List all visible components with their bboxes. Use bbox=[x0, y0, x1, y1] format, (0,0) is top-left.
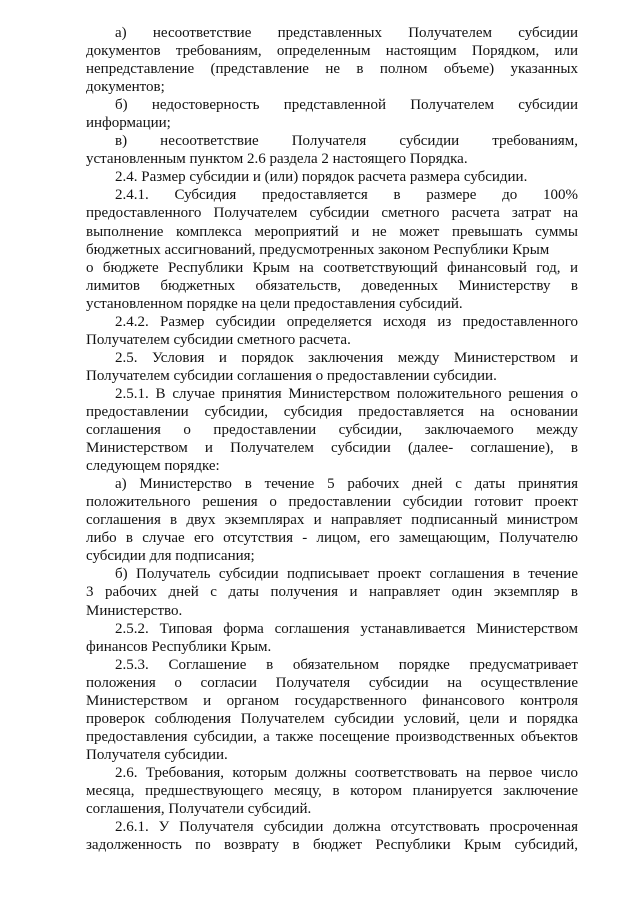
text-line: предоставлении субсидии, субсидия предоставляется на основании bbox=[86, 403, 578, 420]
text-line: 2.5.1. В случае принятия Министерством положительного решения о bbox=[115, 385, 578, 402]
text-line: финансов Республики Крым. bbox=[86, 638, 272, 655]
text-line: соглашения, Получатели субсидий. bbox=[86, 801, 312, 818]
text-line: Получателем субсидии соглашения о предоставлении субсидии. bbox=[86, 367, 497, 384]
text-line: Министерством и Получателем субсидии (далее- соглашение), в bbox=[86, 440, 578, 457]
text-line: б) недостоверность представленной Получателем субсидии bbox=[115, 97, 578, 114]
text-line: 2.6. Требования, которым должны соответствовать на первое число bbox=[115, 764, 578, 781]
text-line: Министерство. bbox=[86, 602, 183, 619]
text-line: документов требованиям, определенным настоящим Порядком, или bbox=[86, 43, 578, 60]
text-line: 2.6.1. У Получателя субсидии должна отсутствовать просроченная bbox=[115, 819, 578, 836]
text-line: положения о согласии Получателя субсидии на осуществление bbox=[86, 674, 578, 691]
text-line: б) Получатель субсидии подписывает проект соглашения в течение bbox=[115, 566, 578, 583]
text-line: информации; bbox=[86, 115, 171, 132]
text-line: а) Министерство в течение 5 рабочих дней с даты принятия bbox=[115, 476, 578, 493]
text-line: положительного решения о предоставлении субсидии готовит проект bbox=[86, 494, 578, 511]
document-text bbox=[86, 24, 578, 854]
text-line: следующем порядке: bbox=[86, 458, 220, 475]
text-line: субсидии для подписания; bbox=[86, 548, 255, 565]
text-line: установленном порядке на цели предоставления субсидий. bbox=[86, 295, 463, 312]
text-line: в) несоответствие Получателя субсидии требованиям, bbox=[115, 133, 578, 150]
text-line: документов; bbox=[86, 79, 165, 96]
text-line: установленным пунктом 2.6 раздела 2 настоящего Порядка. bbox=[86, 151, 468, 168]
text-line: месяца, предшествующего месяцу, в котором планируется заключение bbox=[86, 782, 578, 799]
text-line: лимитов бюджетных обязательств, доведенных Министерству в bbox=[86, 277, 578, 294]
text-line: 2.5. Условия и порядок заключения между Министерством и bbox=[115, 349, 578, 366]
text-line: 2.5.3. Соглашение в обязательном порядке предусматривает bbox=[115, 656, 578, 673]
text-line: 2.4.1. Субсидия предоставляется в размере до 100% bbox=[115, 187, 578, 204]
text-line: непредставление (представление не в полном объеме) указанных bbox=[86, 61, 578, 78]
text-line: Получателя субсидии. bbox=[86, 746, 228, 763]
text-line: 3 рабочих дней с даты получения и направляет один экземпляр в bbox=[86, 584, 578, 601]
text-line: Министерством и органом государственного финансового контроля bbox=[86, 692, 578, 709]
text-line: 2.4. Размер субсидии и (или) порядок расчета размера субсидии. bbox=[115, 169, 528, 186]
text-line: соглашения о предоставлении субсидии, заключаемого между bbox=[86, 422, 578, 439]
text-line: выполнение комплекса мероприятий и не может превышать суммы bbox=[86, 223, 578, 240]
text-line: соглашения в двух экземплярах и направляет подписанный министром bbox=[86, 512, 578, 529]
text-line: предоставленного Получателем субсидии сметного расчета затрат на bbox=[86, 205, 578, 222]
text-line: задолженность по возврату в бюджет Республики Крым субсидий, bbox=[86, 837, 578, 854]
text-line: предоставления субсидии, а также посещение производственных объектов bbox=[86, 728, 578, 745]
text-line: 2.5.2. Типовая форма соглашения устанавливается Министерством bbox=[115, 620, 578, 637]
text-line: а) несоответствие представленных Получателем субсидии bbox=[115, 25, 578, 41]
document-page bbox=[86, 24, 578, 854]
text-line: проверок соблюдения Получателем субсидии условий, цели и порядка bbox=[86, 710, 578, 727]
text-line: либо в случае его отсутствия - лицом, его замещающим, Получателю bbox=[86, 530, 578, 547]
text-line: о бюджете Республики Крым на соответствующий финансовый год, и bbox=[86, 259, 578, 276]
text-line: бюджетных ассигнований, предусмотренных законом Республики Крым bbox=[86, 241, 550, 258]
text-line: 2.4.2. Размер субсидии определяется исходя из предоставленного bbox=[115, 313, 578, 330]
text-line: Получателем субсидии сметного расчета. bbox=[86, 331, 351, 348]
